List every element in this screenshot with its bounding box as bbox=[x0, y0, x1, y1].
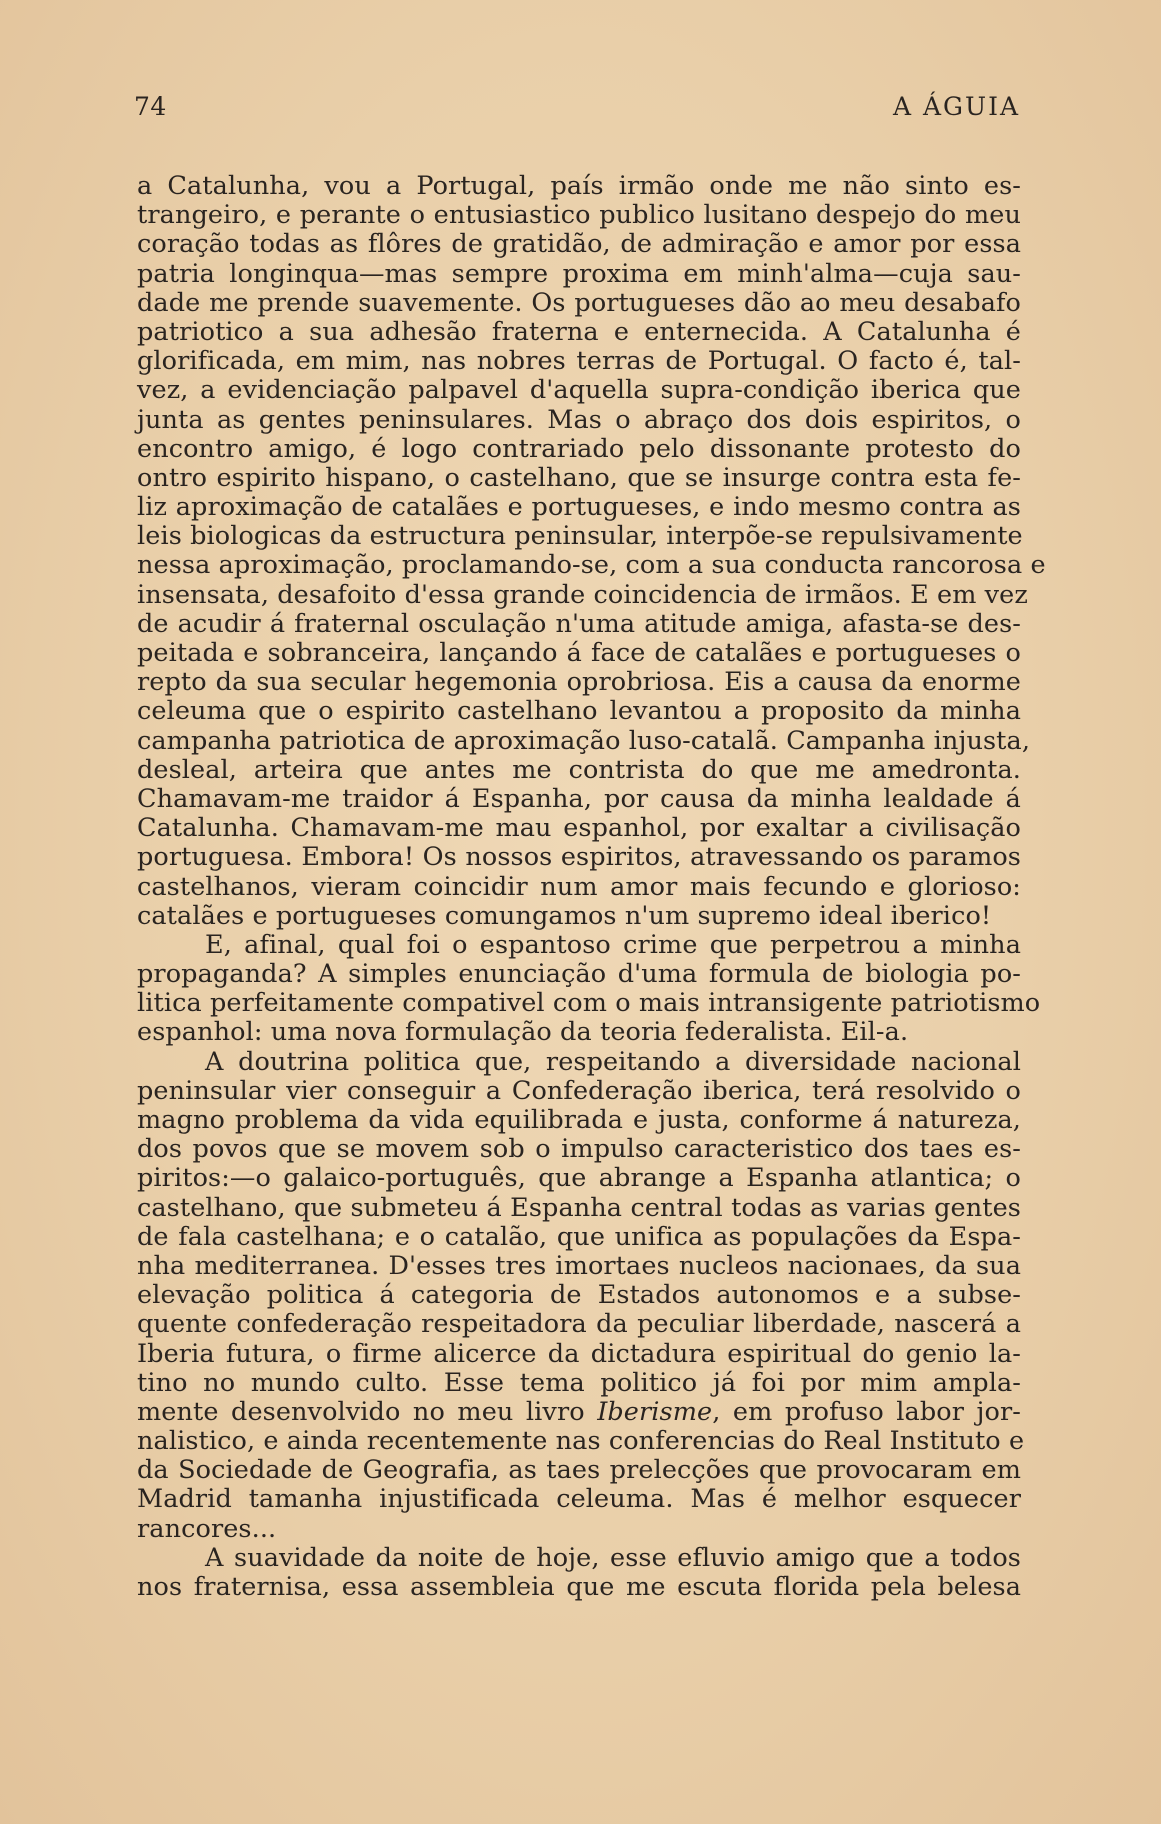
text-line: glorificada, em mim, nas nobres terras de Portugal. O facto é, tal- bbox=[137, 346, 1021, 377]
text-line: nalistico, e ainda recentemente nas conferencias do Real Instituto e bbox=[137, 1426, 1025, 1457]
text-line: litica perfeitamente compativel com o mais intransigente patriotismo bbox=[137, 988, 1041, 1019]
text-line: de acudir á fraternal osculação n'uma atitude amiga, afasta-se des- bbox=[137, 608, 1021, 639]
text-line: nha mediterranea. D'esses tres imortaes nucleos nacionaes, da sua bbox=[137, 1250, 1021, 1281]
text-line: celeuma que o espirito castelhano levantou a proposito da minha bbox=[137, 696, 1021, 727]
paragraph-last-line: espanhol: uma nova formulação da teoria federalista. Eil-a. bbox=[137, 1017, 909, 1048]
body-text bbox=[137, 171, 1046, 1602]
text-line: liz aproximação de catalães e portugueses, e indo mesmo contra as bbox=[137, 492, 1021, 523]
text-line: coração todas as flôres de gratidão, de admiração e amor por essa bbox=[137, 229, 1021, 260]
text-line: tino no mundo culto. Esse tema politico já foi por mim ampla- bbox=[137, 1367, 1021, 1398]
text-line: elevação politica á categoria de Estados autonomos e a subse- bbox=[137, 1280, 1021, 1311]
text-line: Madrid tamanha injustificada celeuma. Mas é melhor esquecer bbox=[137, 1484, 1021, 1515]
text-line: mente desenvolvido no meu livro Iberisme, em profuso labor jor- bbox=[137, 1396, 1021, 1427]
text-line: Chamavam-me traidor á Espanha, por causa da minha lealdade á bbox=[137, 783, 1021, 814]
text-line: dos povos que se movem sob o impulso caracteristico dos taes es- bbox=[137, 1134, 1021, 1165]
book-title-italic: Iberisme bbox=[597, 1396, 713, 1427]
text-line: da Sociedade de Geografia, as taes prelecções que provocaram em bbox=[137, 1455, 1021, 1486]
text-line: de fala castelhana; e o catalão, que unifica as populações da Espa- bbox=[137, 1221, 1021, 1252]
text-line: castelhano, que submeteu á Espanha central todas as varias gentes bbox=[137, 1192, 1021, 1223]
text-line: nos fraternisa, essa assembleia que me escuta florida pela belesa bbox=[137, 1572, 1021, 1602]
text-line: campanha patriotica de aproximação luso-catalã. Campanha injusta, bbox=[137, 725, 1031, 756]
text-line: repto da sua secular hegemonia oprobriosa. Eis a causa da enorme bbox=[137, 667, 1021, 698]
page-header bbox=[134, 92, 1020, 128]
text-line: vez, a evidenciação palpavel d'aquella supra-condição iberica que bbox=[137, 375, 1021, 406]
text-line: peninsular vier conseguir a Confederação iberica, terá resolvido o bbox=[137, 1075, 1021, 1106]
text-line: peitada e sobranceira, lançando á face de catalães e portugueses o bbox=[137, 638, 1021, 668]
text-line: patria longinqua—mas sempre proxima em minh'alma—cuja sau- bbox=[137, 258, 1021, 289]
text-line: a Catalunha, vou a Portugal, país irmão onde me não sinto es- bbox=[137, 171, 1021, 201]
text-line: magno problema da vida equilibrada e justa, conforme á natureza, bbox=[137, 1105, 1021, 1135]
text-line: dade me prende suavemente. Os portugueses dão ao meu desabafo bbox=[137, 287, 1021, 318]
text-line: Catalunha. Chamavam-me mau espanhol, por exaltar a civilisação bbox=[137, 813, 1021, 844]
text-line: insensata, desafoito d'essa grande coincidencia de irmãos. E em vez bbox=[137, 579, 1028, 610]
paragraph-first-line: A doutrina politica que, respeitando a diversidade nacional bbox=[205, 1046, 1021, 1077]
text-line: encontro amigo, é logo contrariado pelo dissonante protesto do bbox=[137, 433, 1021, 464]
text-line: trangeiro, e perante o entusiastico publico lusitano despejo do meu bbox=[137, 200, 1021, 231]
text-line: piritos:—o galaico-português, que abrange a Espanha atlantica; o bbox=[137, 1163, 1021, 1194]
text-line: Iberia futura, o firme alicerce da dictadura espiritual do genio la- bbox=[137, 1338, 1021, 1369]
text-line: ontro espirito hispano, o castelhano, que se insurge contra esta fe- bbox=[137, 462, 1021, 493]
text-line: patriotico a sua adhesão fraterna e enternecida. A Catalunha é bbox=[137, 316, 1021, 347]
page-number: 74 bbox=[134, 92, 167, 121]
text-line: castelhanos, vieram coincidir num amor mais fecundo e glorioso: bbox=[137, 871, 1021, 902]
text-line: quente confederação respeitadora da peculiar liberdade, nascerá a bbox=[137, 1309, 1021, 1340]
text-line: nessa aproximação, proclamando-se, com a sua conducta rancorosa e bbox=[137, 550, 1046, 581]
text-line: propaganda? A simples enunciação d'uma formula de biologia po- bbox=[137, 959, 1021, 990]
text-line: leis biologicas da estructura peninsular, interpõe-se repulsivamente bbox=[137, 521, 1023, 552]
paragraph-first-line: E, afinal, qual foi o espantoso crime que perpetrou a minha bbox=[205, 929, 1021, 960]
text-line: portuguesa. Embora! Os nossos espiritos, atravessando os paramos bbox=[137, 842, 1021, 873]
paragraph-last-line: catalães e portugueses comungamos n'um supremo ideal iberico! bbox=[137, 900, 992, 931]
paragraph-first-line: A suavidade da noite de hoje, esse efluvio amigo que a todos bbox=[205, 1542, 1021, 1573]
text-line: junta as gentes peninsulares. Mas o abraço dos dois espiritos, o bbox=[137, 404, 1021, 435]
running-title: A ÁGUIA bbox=[892, 92, 1020, 121]
text-line: desleal, arteira que antes me contrista do que me amedronta. bbox=[137, 754, 1021, 785]
paragraph-last-line: rancores... bbox=[137, 1513, 277, 1544]
